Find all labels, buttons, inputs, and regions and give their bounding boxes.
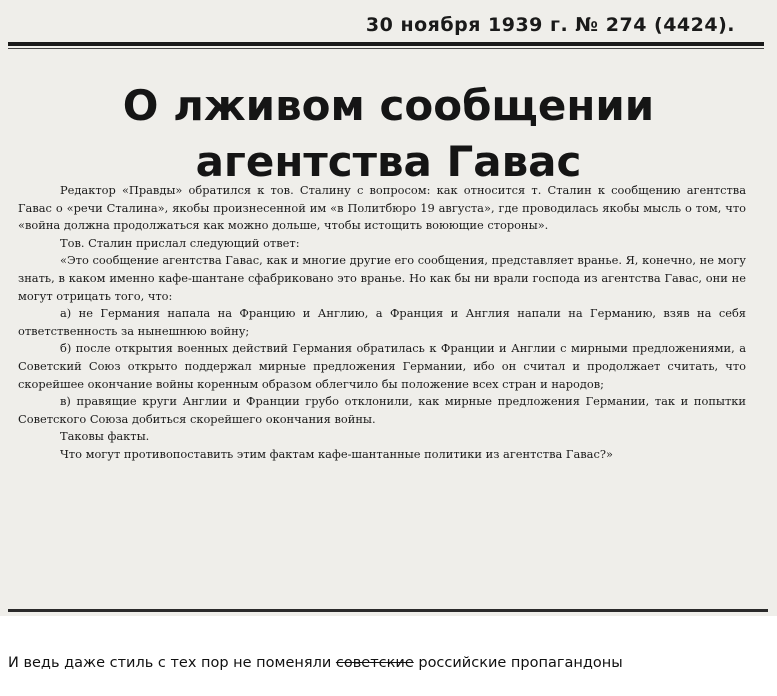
paragraph-facts: Таковы факты.: [60, 429, 150, 444]
bottom-rule: [8, 609, 768, 612]
paragraph-intro: Редактор «Правды» обратился к тов. Сталину с вопросом: как относится т. Сталин к сообщению агентства Гавас о «речи Сталина», якобы произнесенной им «в Политбюро 19 августа», где проводилась якобы мысль о том, что «война должна продолжаться как можно дольше, чтобы истощить воюющие стороны».: [18, 183, 746, 233]
header-rule: [8, 42, 764, 46]
paragraph-closing: Что могут противопоставить этим фактам кафе-шантанные политики из агентства Гавас?»: [60, 446, 613, 461]
paragraph-point-b: б) после открытия военных действий Германия обратилась к Франции и Англии с мирными предложениями, а Советский Союз открыто поддержал мирные предложения Германии, ибо он считал и продолжает считать, что скорейшее окончание войны коренным образом облегчило бы положение всех стран и народов;: [18, 341, 746, 391]
article-title: [0, 78, 777, 190]
paragraph-reply-intro: Тов. Сталин прислал следующий ответ:: [60, 235, 300, 250]
paragraph-point-c: в) правящие круги Англии и Франции грубо отклонили, как мирные предложения Германии, так и попытки Советского Союза добиться скорейшего окончания войны.: [18, 394, 746, 426]
caption-struck-word: советские: [335, 655, 414, 671]
article-body: [18, 182, 746, 464]
paragraph-quote: «Это сообщение агентства Гавас, как и многие другие его сообщения, представляет вранье. Я, конечно, не могу знать, в каком именно кафе-шантане сфабриковано это вранье. Но как бы ни врали господа из агентства Гавас, они не могут отрицать того, что:: [18, 253, 746, 303]
paragraph-point-a: а) не Германия напала на Францию и Англию, а Франция и Англия напали на Германию, взяв на себя ответственность за нынешнюю войну;: [18, 306, 746, 338]
title-line-2: агентства Гавас: [195, 137, 582, 186]
title-line-1: О лживом сообщении: [122, 81, 655, 130]
issue-header: 30 ноября 1939 г. № 274 (4424).: [365, 14, 735, 36]
caption-before: И ведь даже стиль с тех пор не поменяли: [8, 655, 336, 671]
caption-after: российские пропагандоны: [413, 655, 623, 671]
header-rule-thin: [8, 48, 764, 49]
caption: [8, 655, 623, 671]
